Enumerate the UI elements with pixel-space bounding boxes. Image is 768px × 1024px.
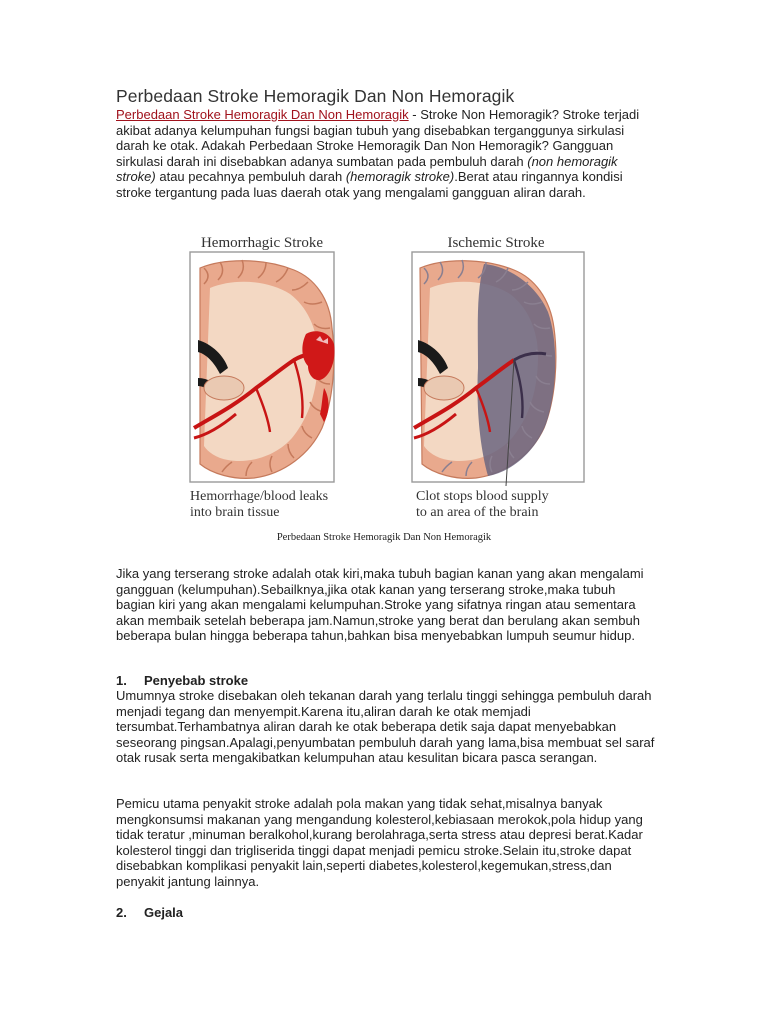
section-1-title: Penyebab stroke bbox=[144, 673, 249, 688]
section-1-heading bbox=[116, 673, 248, 688]
hemorrhagic-label-line1: Hemorrhage/blood leaks bbox=[190, 489, 329, 504]
figure-caption: Perbedaan Stroke Hemoragik Dan Non Hemoragik bbox=[276, 532, 492, 543]
ischemic-title: Ischemic Stroke bbox=[447, 235, 545, 251]
intro-text-3: .Berat atau ringannya kondisi stroke tergantung pada luas daerah otak yang mengalami gangguan aliran darah. bbox=[116, 169, 623, 200]
stroke-comparison-figure bbox=[184, 228, 588, 524]
ischemic-label-line2: to an area of the brain bbox=[416, 505, 539, 520]
document-title: Perbedaan Stroke Hemoragik Dan Non Hemoragik bbox=[116, 86, 515, 106]
hemorrhagic-label-line2: into brain tissue bbox=[190, 505, 280, 520]
section-1-paragraph-b: Pemicu utama penyakit stroke adalah pola makan yang tidak sehat,misalnya banyak mengkonsumsi makanan yang mengandung kolesterol,kebiasaan merokok,pola hidup yang tidak teratur ,minuman beralkohol,kurang berolahraga,serta stress atau depresi berat.Kadar kolesterol tinggi dan trigliserida tinggi dapat menjadi pemicu stroke.Selain itu,stroke dapat disebabkan komplikasi penyakit lain,seperti diabetes,kolesterol,kegemukan,stress,dan penyakit jantung lainnya. bbox=[116, 796, 643, 889]
hemorrhagic-title: Hemorrhagic Stroke bbox=[200, 235, 324, 251]
article-link[interactable]: Perbedaan Stroke Hemoragik Dan Non Hemoragik bbox=[116, 107, 409, 122]
intro-text-1: - Stroke Non Hemoragik? Stroke terjadi akibat adanya kelumpuhan fungsi bagian tubuh yang disebabkan terganggunya sirkulasi darah ke otak. Adakah Perbedaan Stroke Hemoragik Dan Non Hemoragik? Gangguan sirkulasi darah ini disebabkan adanya sumbatan pada pembuluh darah bbox=[116, 107, 640, 169]
intro-text-2: atau pecahnya pembuluh darah bbox=[155, 169, 346, 184]
section-2-title: Gejala bbox=[144, 905, 184, 920]
section-2-number: 2. bbox=[116, 905, 127, 920]
ischemic-label-line1: Clot stops blood supply bbox=[416, 489, 549, 504]
section-2-heading bbox=[116, 905, 183, 920]
section-1-number: 1. bbox=[116, 673, 127, 688]
stroke-comparison-illustration bbox=[184, 228, 588, 524]
section-1-paragraph-a: Umumnya stroke disebakan oleh tekanan darah yang terlalu tinggi sehingga pembuluh darah menjadi tegang dan menyempit.Karena itu,aliran darah ke otak memjadi tersumbat.Terhambatnya aliran darah ke otak beberapa detik saja dapat menyebabkan seseorang pingsan.Apalagi,penyumbatan pembuluh darah yang lama,bisa membuat sel saraf otak rusak serta mengakibatkan kelumpuhan atau kesulitan bicara pasca serangan. bbox=[116, 688, 655, 765]
intro-paragraph bbox=[116, 107, 656, 200]
paragraph-2: Jika yang terserang stroke adalah otak kiri,maka tubuh bagian kanan yang akan mengalami gangguan (kelumpuhan).Sebailknya,jika otak kanan yang terserang stroke,maka tubuh bagian kiri yang akan mengalami kelumpuhan.Stroke yang sifatnya ringan atau sementara akan membaik setelah beberapa jam.Namun,stroke yang berat dan berulang akan sembuh beberapa bulan hingga beberapa tahun,bahkan bisa menyebabkan lumpuh seumur hidup. bbox=[116, 566, 644, 643]
intro-italic-1: (non hemoragik stroke) bbox=[116, 153, 618, 184]
intro-italic-2: (hemoragik stroke) bbox=[345, 169, 455, 184]
